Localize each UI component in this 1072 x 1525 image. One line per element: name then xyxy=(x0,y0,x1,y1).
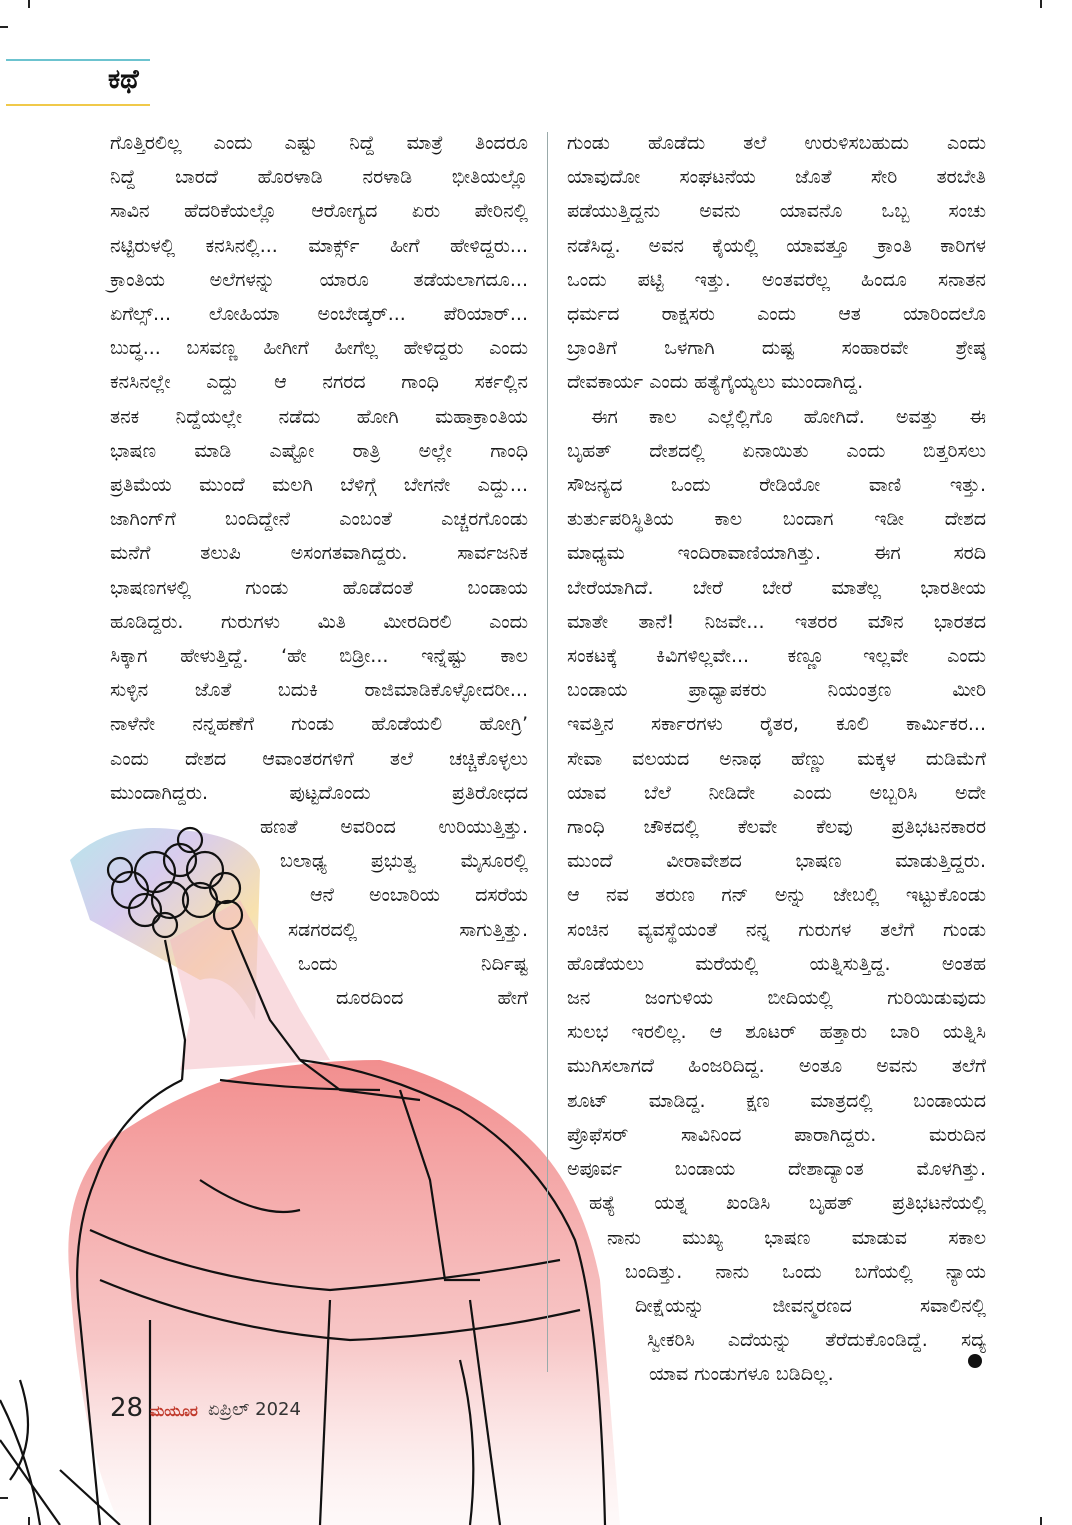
text-line: ಏಗೆಲ್ಸ್... ಲೋಹಿಯಾ ಅಂಬೇಡ್ಕರ್... ಪೆರಿಯಾರ್... xyxy=(110,303,528,326)
text-line: ಸಾವಿನ ಹೆದರಿಕೆಯಲ್ಲೊ ಆರೋಗ್ಯದ ಏರು ಪೇರಿನಲ್ಲಿ xyxy=(110,200,528,223)
text-line: ಸಂಚಿನ ವ್ಯವಸ್ಥೆಯಂತೆ ನನ್ನ ಗುರುಗಳ ತಲೆಗೆ ಗುಂಡು xyxy=(567,918,986,941)
text-line: ಮಾಧ್ಯಮ ಇಂದಿರಾವಾಣಿಯಾಗಿತ್ತು. ಈಗ ಸರದಿ xyxy=(567,542,986,565)
text-line: ಜಾಗಿಂಗ್‌ಗೆ ಬಂದಿದ್ದೇನೆ ಎಂಬಂತೆ ಎಚ್ಚರಗೊಂಡು xyxy=(110,508,528,531)
text-line: ಪ್ರೊಫೆಸರ್ ಸಾವಿನಿಂದ ಪಾರಾಗಿದ್ದರು. ಮರುದಿನ xyxy=(567,1123,986,1146)
text-line: ಬೃಹತ್ ದೇಶದಲ್ಲಿ ಏನಾಯಿತು ಎಂದು ಬಿತ್ತರಿಸಲು xyxy=(567,439,986,462)
text-line: ಆ ನವ ತರುಣ ಗನ್ ಅನ್ನು ಜೇಬಲ್ಲಿ ಇಟ್ಟುಕೊಂಡು xyxy=(567,884,986,907)
text-line: ಮಾತೇ ತಾನೆ! ನಿಜವೇ... ಇತರರ ಮೌನ ಭಾರತದ xyxy=(567,610,986,633)
text-line: ದೂರದಿಂದ ಹೇಗೆ xyxy=(336,987,528,1010)
text-line: ಪ್ರತಿಮೆಯ ಮುಂದೆ ಮಲಗಿ ಬೆಳಿಗ್ಗೆ ಬೇಗನೇ ಎದ್ದು... xyxy=(110,474,528,497)
column-divider xyxy=(547,132,548,1372)
text-line: ಬ್ರಾಂತಿಗೆ ಒಳಗಾಗಿ ದುಷ್ಟ ಸಂಹಾರವೇ ಶ್ರೇಷ್ಠ xyxy=(567,337,986,360)
text-line: ಯಾವ ಬೆಲೆ ನೀಡಿದೇ ಎಂದು ಅಬ್ಬರಿಸಿ ಅದೇ xyxy=(567,781,986,804)
text-line: ಜನ ಜಂಗುಳಿಯ ಬೀದಿಯಲ್ಲಿ ಗುರಿಯಿಡುವುದು xyxy=(567,987,986,1010)
text-line: ಈಗ ಕಾಲ ಎಲ್ಲೆಲ್ಲಿಗೊ ಹೋಗಿದೆ. ಅವತ್ತು ಈ xyxy=(591,405,986,428)
text-line: ಗುಂಡು ಹೊಡೆದು ತಲೆ ಉರುಳಿಸಬಹುದು ಎಂದು xyxy=(567,132,986,154)
text-line: ಬುದ್ಧ... ಬಸವಣ್ಣ ಹೀಗೀಗೆ ಹೀಗೆಲ್ಲ ಹೇಳಿದ್ದರು ಎಂದು xyxy=(110,337,528,360)
text-line: ಪಡೆಯುತ್ತಿದ್ದನು ಅವನು ಯಾವನೊ ಒಬ್ಬ ಸಂಚು xyxy=(567,200,986,223)
text-line: ಬಲಾಢ್ಯ ಪ್ರಭುತ್ವ ಮೈಸೂರಲ್ಲಿ xyxy=(280,850,528,873)
issue-date: ಏಪ್ರಿಲ್ 2024 xyxy=(208,1399,301,1420)
text-line: ನಾನು ಮುಖ್ಯ ಭಾಷಣ ಮಾಡುವ ಸಕಾಲ xyxy=(607,1226,986,1249)
text-line: ನಟ್ಟಿರುಳಲ್ಲಿ ಕನಸಿನಲ್ಲಿ... ಮಾರ್ಕ್ಸ್ ಹೀಗೆ ಹೇಳಿದ್ದರು... xyxy=(110,234,528,257)
text-line: ಇವತ್ತಿನ ಸರ್ಕಾರಗಳು ರೈತರ, ಕೂಲಿ ಕಾರ್ಮಿಕರ... xyxy=(567,713,986,736)
text-line: ಕನಸಿನಲ್ಲೇ ಎದ್ದು ಆ ನಗರದ ಗಾಂಧಿ ಸರ್ಕಲ್ಲಿನ xyxy=(110,371,528,394)
text-line: ಸುಳ್ಳಿನ ಜೊತೆ ಬದುಕಿ ರಾಜಿಮಾಡಿಕೊಳ್ಳೋದರೀ... xyxy=(110,679,528,702)
text-line: ಹತ್ಯೆ ಯತ್ನ ಖಂಡಿಸಿ ಬೃಹತ್ ಪ್ರತಿಭಟನೆಯಲ್ಲಿ xyxy=(589,1192,986,1215)
crop-mark xyxy=(1040,0,1042,8)
section-rule-top xyxy=(6,59,150,61)
section-rule-bottom xyxy=(6,104,150,106)
text-line: ಸುಲಭ ಇರಲಿಲ್ಲ. ಆ ಶೂಟರ್ ಹತ್ತಾರು ಬಾರಿ ಯತ್ನಿಸಿ xyxy=(567,1021,986,1044)
text-line: ಒಂದು ಪಟ್ಟಿ ಇತ್ತು. ಅಂತವರೆಲ್ಲ ಹಿಂದೂ ಸನಾತನ xyxy=(567,268,986,291)
text-line: ಸಿಕ್ಕಾಗ ಹೇಳುತ್ತಿದ್ದೆ. ‘ಹೇ ಬಿಡ್ರೀ... ಇನ್ನೆಷ್ಟು ಕಾಲ xyxy=(110,645,528,668)
text-line: ಸ್ವೀಕರಿಸಿ ಎದೆಯನ್ನು ತೆರೆದುಕೊಂಡಿದ್ದೆ. ಸದ್ಯ xyxy=(647,1329,986,1352)
text-line: ದೇವಕಾರ್ಯ ಎಂದು ಹತ್ಯೆಗೈಯ್ಯಲು ಮುಂದಾಗಿದ್ದ. xyxy=(567,371,864,394)
text-line: ನಿದ್ದೆ ಬಾರದೆ ಹೊರಳಾಡಿ ನರಳಾಡಿ ಭೀತಿಯಲ್ಲೊ xyxy=(110,166,528,189)
text-line: ಕ್ರಾಂತಿಯ ಅಲೆಗಳನ್ನು ಯಾರೂ ತಡೆಯಲಾಗದೂ... xyxy=(110,268,528,291)
text-line: ಎಂದು ದೇಶದ ಆವಾಂತರಗಳಿಗೆ ತಲೆ ಚಚ್ಚಿಕೊಳ್ಳಲು xyxy=(110,747,528,770)
text-line: ಭಾಷಣ ಮಾಡಿ ಎಷ್ಟೋ ರಾತ್ರಿ ಅಲ್ಲೇ ಗಾಂಧಿ xyxy=(110,439,528,462)
text-line: ಸೇವಾ ವಲಯದ ಅನಾಥ ಹೆಣ್ಣು ಮಕ್ಕಳ ದುಡಿಮೆಗೆ xyxy=(567,747,986,770)
text-line: ತನಕ ನಿದ್ದೆಯಲ್ಲೇ ನಡೆದು ಹೋಗಿ ಮಹಾಕ್ರಾಂತಿಯ xyxy=(110,405,528,428)
text-line: ಯಾವ ಗುಂಡುಗಳೂ ಬಡಿದಿಲ್ಲ. xyxy=(649,1363,834,1386)
section-label: ಕಥೆ xyxy=(108,64,139,95)
text-line: ಗಾಂಧಿ ಚೌಕದಲ್ಲಿ ಕೆಲವೇ ಕೆಲವು ಪ್ರತಿಭಟನಕಾರರ xyxy=(567,816,986,839)
text-line: ಬಂದಿತ್ತು. ನಾನು ಒಂದು ಬಗೆಯಲ್ಲಿ ನ್ಯಾಯ xyxy=(625,1260,986,1283)
text-line: ಬೇರೆಯಾಗಿದೆ. ಬೇರೆ ಬೇರೆ ಮಾತೆಲ್ಲ ಭಾರತೀಯ xyxy=(567,576,986,599)
text-line: ನಡೆಸಿದ್ದ. ಅವನ ಕೈಯಲ್ಲಿ ಯಾವತ್ತೂ ಕ್ರಾಂತಿ ಕಾರಿಗಳ xyxy=(567,234,986,257)
text-line: ಆನೆ ಅಂಬಾರಿಯ ದಸರೆಯ xyxy=(310,884,528,907)
text-line: ಅಪೂರ್ವ ಬಂಡಾಯ ದೇಶಾದ್ಯಾಂತ ಮೊಳಗಿತ್ತು. xyxy=(567,1158,986,1181)
left-column xyxy=(110,126,528,1015)
text-line: ಒಂದು ನಿರ್ದಿಷ್ಟ xyxy=(298,952,528,975)
text-line: ಸೌಜನ್ಯದ ಒಂದು ರೇಡಿಯೋ ವಾಣಿ ಇತ್ತು. xyxy=(567,474,986,497)
text-line: ಯಾವುದೋ ಸಂಘಟನೆಯ ಜೊತೆ ಸೇರಿ ತರಬೇತಿ xyxy=(567,166,986,189)
right-column xyxy=(567,126,986,1392)
text-line: ಸಂಕಟಕ್ಕೆ ಕಿವಿಗಳಿಲ್ಲವೇ... ಕಣ್ಣೂ ಇಲ್ಲವೇ ಎಂದು xyxy=(567,645,986,668)
text-line: ಬಂಡಾಯ ಪ್ರಾಧ್ಯಾಪಕರು ನಿಯಂತ್ರಣ ಮೀರಿ xyxy=(567,679,986,702)
text-line: ಹೂಡಿದ್ದರು. ಗುರುಗಳು ಮಿತಿ ಮೀರದಿರಲಿ ಎಂದು xyxy=(110,610,528,633)
end-of-story-bullet-icon xyxy=(968,1354,982,1368)
page-number: 28 xyxy=(110,1393,144,1423)
text-line: ಧರ್ಮದ ರಾಕ್ಷಸರು ಎಂದು ಆತ ಯಾರಿಂದಲೊ xyxy=(567,303,986,326)
text-line: ಹೊಡೆಯಲು ಮರೆಯಲ್ಲಿ ಯತ್ನಿಸುತ್ತಿದ್ದ. ಅಂತಹ xyxy=(567,952,986,975)
text-line: ತುರ್ತುಪರಿಸ್ಥಿತಿಯ ಕಾಲ ಬಂದಾಗ ಇಡೀ ದೇಶದ xyxy=(567,508,986,531)
crop-mark xyxy=(1040,1517,1042,1525)
text-line: ಸಡಗರದಲ್ಲಿ ಸಾಗುತ್ತಿತ್ತು. xyxy=(288,918,528,941)
text-line: ಹಣತೆ ಅವರಿಂದ ಉರಿಯುತ್ತಿತ್ತು. xyxy=(260,816,528,839)
text-line: ದೀಕ್ಷೆಯನ್ನು ಜೀವನ್ಮರಣದ ಸವಾಲಿನಲ್ಲಿ xyxy=(635,1294,986,1317)
text-line: ಮುಂದಾಗಿದ್ದರು. ಪುಟ್ಟದೊಂದು ಪ್ರತಿರೋಧದ xyxy=(110,781,528,804)
text-line: ಮುಂದೆ ವೀರಾವೇಶದ ಭಾಷಣ ಮಾಡುತ್ತಿದ್ದರು. xyxy=(567,850,986,873)
text-line: ಶೂಟ್ ಮಾಡಿದ್ದ. ಕ್ಷಣ ಮಾತ್ರದಲ್ಲಿ ಬಂಡಾಯದ xyxy=(567,1089,986,1112)
crop-mark xyxy=(0,26,8,28)
magazine-name: ಮಯೂರ xyxy=(150,1402,198,1420)
text-line: ಭಾಷಣಗಳಲ್ಲಿ ಗುಂಡು ಹೊಡೆದಂತೆ ಬಂಡಾಯ xyxy=(110,576,528,599)
text-line: ಮುಗಿಸಲಾಗದೆ ಹಿಂಜರಿದಿದ್ದ. ಅಂತೂ ಅವನು ತಲೆಗೆ xyxy=(567,1055,986,1078)
text-line: ನಾಳೆನೇ ನನ್ನಹಣೆಗೆ ಗುಂಡು ಹೊಡೆಯಲಿ ಹೋಗ್ರಿ’ xyxy=(110,713,528,736)
text-line: ಮನೆಗೆ ತಲುಪಿ ಅಸಂಗತವಾಗಿದ್ದರು. ಸಾರ್ವಜನಿಕ xyxy=(110,542,528,565)
text-line: ಗೊತ್ತಿರಲಿಲ್ಲ ಎಂದು ಎಷ್ಟು ನಿದ್ದೆ ಮಾತ್ರೆ ತಿಂದರೂ xyxy=(110,132,528,154)
crop-mark xyxy=(28,0,30,8)
